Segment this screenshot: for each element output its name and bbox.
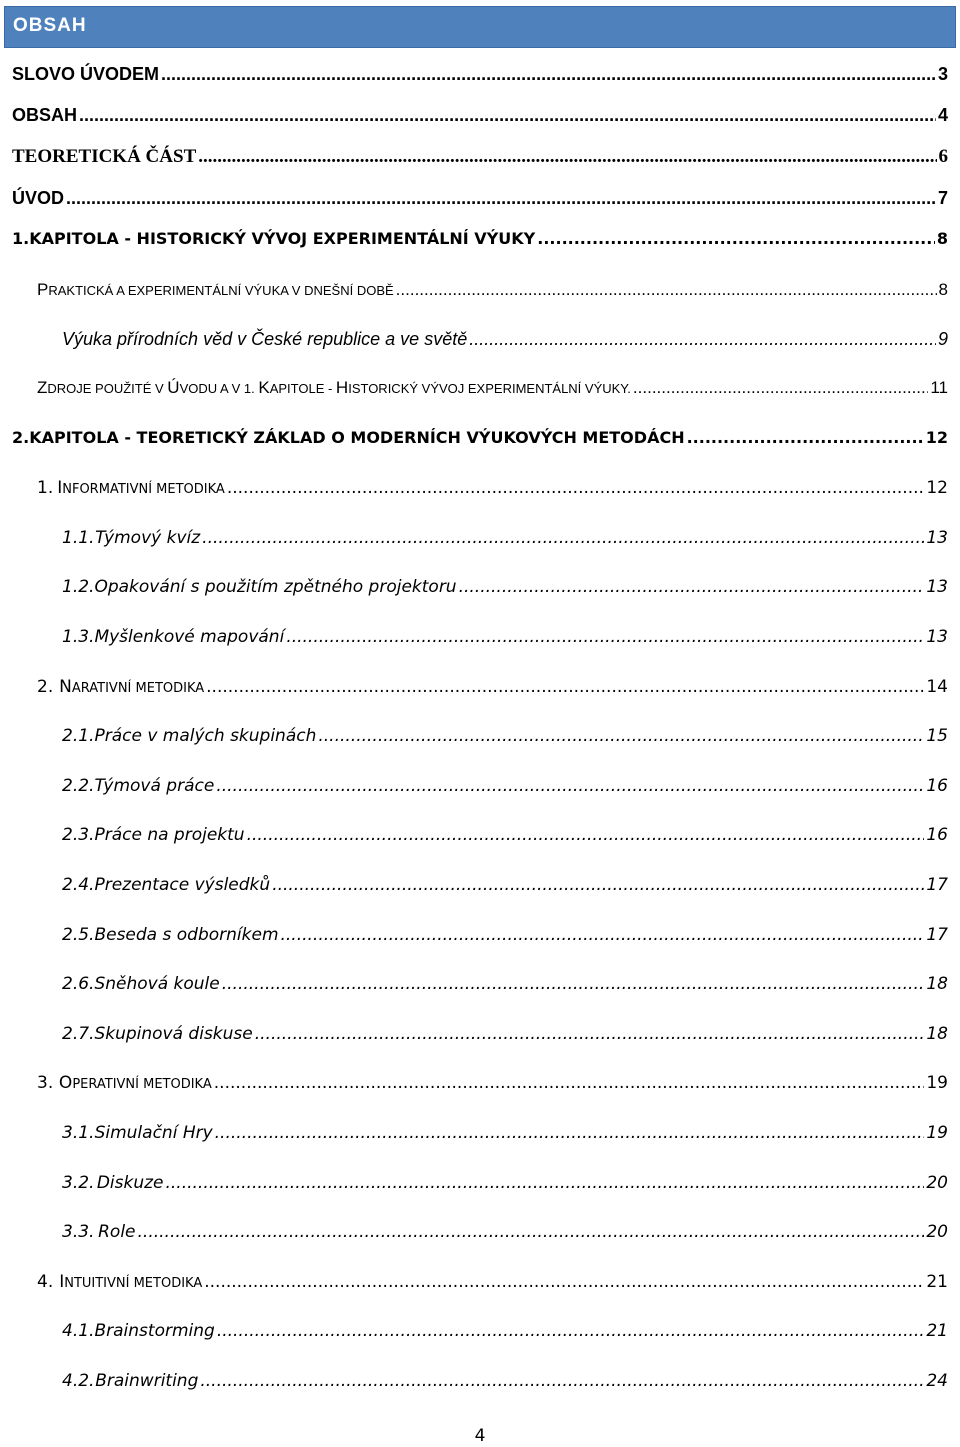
toc-entry-4-1[interactable] [62, 1321, 948, 1349]
toc-entry-page: 20 [926, 1173, 948, 1193]
toc-entry-page: 9 [937, 329, 948, 349]
toc-entry-kapitola-1[interactable] [12, 229, 948, 257]
dot-leader [222, 974, 925, 991]
toc-entry-3-1[interactable] [62, 1123, 948, 1151]
toc-entry-number: 2. [37, 677, 54, 697]
toc-entry-3-3[interactable] [62, 1222, 948, 1250]
toc-heading: OBSAH [13, 15, 87, 36]
toc-entry-title: Beseda s odborníkem [94, 925, 279, 945]
toc-entry-2-3[interactable] [62, 825, 948, 853]
toc-entry-2-6[interactable] [62, 974, 948, 1002]
dot-leader [687, 428, 924, 444]
dot-leader [66, 188, 936, 206]
toc-entry-1-3[interactable] [62, 627, 948, 655]
dot-leader [215, 1123, 925, 1140]
toc-entry-page: 3 [937, 64, 948, 84]
page-number: 4 [474, 1426, 486, 1446]
dot-leader [633, 378, 928, 395]
dot-leader [537, 229, 935, 245]
dot-leader [217, 1321, 925, 1338]
toc-entry-number: 3.3. [62, 1222, 95, 1242]
toc-entry-title: NARATIVNÍ METODIKA [59, 677, 205, 697]
toc-entry-title: Diskuze [96, 1173, 164, 1193]
toc-entry-number: 2.2. [62, 776, 95, 796]
toc-entry-narativni-metodika[interactable] [37, 677, 948, 705]
toc-entry-number: 1. [12, 229, 30, 248]
toc-entry-vyuka-prirodnich-ved[interactable] [62, 329, 948, 357]
toc-entry-page: 8 [936, 229, 948, 248]
toc-entry-title: TEORETICKÁ ČÁST [12, 146, 197, 167]
toc-entry-page: 13 [926, 528, 948, 548]
toc-entry-page: 13 [926, 627, 948, 647]
toc-entry-prakticka-vyuka[interactable] [37, 280, 948, 308]
toc-entry-number: 3.2. [62, 1173, 95, 1193]
dot-leader [469, 329, 936, 347]
dot-leader [396, 280, 937, 297]
toc-entry-kapitola-2[interactable] [12, 428, 948, 456]
toc-entry-2-4[interactable] [62, 875, 948, 903]
dot-leader [216, 776, 924, 793]
toc-entry-page: 6 [938, 146, 948, 167]
dot-leader [214, 1073, 925, 1090]
dot-leader [204, 1272, 924, 1289]
dot-leader [79, 105, 936, 123]
dot-leader [138, 1222, 925, 1239]
toc-entry-title: INFORMATIVNÍ METODIKA [57, 478, 225, 498]
toc-entry-title: Simulační Hry [94, 1123, 213, 1143]
dot-leader [227, 478, 925, 495]
toc-entry-title: OPERATIVNÍ METODIKA [58, 1073, 212, 1093]
toc-entry-1-1[interactable] [62, 528, 948, 556]
toc-entry-page: 21 [926, 1272, 948, 1292]
toc-entry-title: ÚVOD [12, 188, 65, 208]
toc-entry-page: 15 [926, 726, 948, 746]
toc-entry-number: 3.1. [62, 1123, 95, 1143]
dot-leader [272, 875, 924, 892]
toc-entry-title: Práce na projektu [94, 825, 245, 845]
toc-entry-obsah[interactable] [12, 105, 948, 133]
toc-entry-page: 19 [926, 1073, 948, 1093]
dot-leader [166, 1173, 925, 1190]
dot-leader [459, 577, 925, 594]
toc-entry-number: 2.4. [62, 875, 95, 895]
toc-entry-4-2[interactable] [62, 1371, 948, 1399]
toc-entry-number: 2.5. [62, 925, 95, 945]
toc-entry-number: 2.3. [62, 825, 95, 845]
toc-header-bar [4, 6, 956, 48]
dot-leader [281, 925, 925, 942]
toc-entry-page: 8 [938, 280, 948, 299]
toc-entry-number: 1.3. [62, 627, 95, 647]
toc-entry-intuitivni-metodika[interactable] [37, 1272, 948, 1300]
toc-entry-title: Sněhová koule [94, 974, 220, 994]
dot-leader [318, 726, 924, 743]
toc-entry-title: Prezentace výsledků [94, 875, 271, 895]
dot-leader [202, 528, 924, 545]
toc-entry-2-2[interactable] [62, 776, 948, 804]
toc-entry-number: 1.1. [62, 528, 95, 548]
toc-entry-title: Týmová práce [94, 776, 215, 796]
toc-entry-page: 18 [926, 974, 948, 994]
toc-entry-page: 7 [937, 188, 948, 208]
dot-leader [198, 146, 936, 165]
toc-entry-page: 21 [926, 1321, 948, 1341]
toc-entry-title: INTUITIVNÍ METODIKA [59, 1272, 203, 1292]
toc-entry-page: 12 [926, 478, 948, 498]
toc-entry-number: 2. [12, 428, 30, 447]
toc-entry-page: 18 [926, 1024, 948, 1044]
toc-entry-teoreticka-cast[interactable] [12, 146, 948, 174]
toc-entry-page: 16 [926, 776, 948, 796]
toc-entry-slovo-uvodem[interactable] [12, 64, 948, 92]
dot-leader [161, 64, 936, 82]
toc-entry-title: Myšlenkové mapování [94, 627, 285, 647]
toc-entry-page: 24 [926, 1371, 948, 1391]
toc-entry-title: KAPITOLA - TEORETICKÝ ZÁKLAD O MODERNÍCH VÝUKOVÝCH METODÁCH [29, 428, 685, 447]
toc-entry-title: Role [98, 1222, 136, 1242]
toc-entry-title: SLOVO ÚVODEM [12, 64, 160, 84]
toc-entry-number: 1.2. [62, 577, 95, 597]
toc-entry-number: 3. [37, 1073, 54, 1093]
toc-entry-number: 4. [37, 1272, 54, 1292]
toc-entry-title: Brainstorming [94, 1321, 215, 1341]
toc-entry-title: Brainwriting [95, 1371, 199, 1391]
toc-entry-page: 13 [926, 577, 948, 597]
toc-entry-number: 2.7. [62, 1024, 95, 1044]
toc-entry-number: 4.2. [62, 1371, 95, 1391]
toc-entry-title: Týmový kvíz [95, 528, 201, 548]
toc-entry-page: 17 [926, 875, 948, 895]
dot-leader [255, 1024, 925, 1041]
toc-entry-3-2[interactable] [62, 1173, 948, 1201]
toc-entry-page: 14 [926, 677, 948, 697]
toc-entry-page: 16 [926, 825, 948, 845]
toc-entry-title: Práce v malých skupinách [94, 726, 317, 746]
toc-entry-uvod[interactable] [12, 188, 948, 216]
toc-entry-title: Skupinová diskuse [94, 1024, 253, 1044]
toc-entry-1-2[interactable] [62, 577, 948, 605]
toc-entry-title: Výuka přírodních věd v České republice a ve světě [62, 329, 468, 349]
toc-entry-page: 12 [925, 428, 948, 447]
toc-entry-page: 20 [926, 1222, 948, 1242]
toc-entry-number: 2.1. [62, 726, 95, 746]
toc-entry-page: 11 [930, 378, 948, 397]
toc-entry-informativni-metodika[interactable] [37, 478, 948, 506]
toc-entry-title: Opakování s použitím zpětného projektoru [94, 577, 457, 597]
toc-entry-page: 17 [926, 925, 948, 945]
toc-entry-title: OBSAH [12, 105, 78, 125]
dot-leader [247, 825, 925, 842]
dot-leader [206, 677, 924, 694]
toc-entry-title: KAPITOLA - HISTORICKÝ VÝVOJ EXPERIMENTÁLNÍ VÝUKY [29, 229, 536, 248]
toc-entry-operativni-metodika[interactable] [37, 1073, 948, 1101]
dot-leader [286, 627, 924, 644]
dot-leader [200, 1371, 924, 1388]
toc-entry-2-7[interactable] [62, 1024, 948, 1052]
toc-entry-title: PRAKTICKÁ A EXPERIMENTÁLNÍ VÝUKA V DNEŠNÍ DOBĚ [37, 280, 394, 299]
toc-entry-title: ZDROJE POUŽITÉ V ÚVODU A V 1. KAPITOLE - HISTORICKÝ VÝVOJ EXPERIMENTÁLNÍ VÝUKY. [37, 378, 631, 397]
toc-entry-page: 19 [926, 1123, 948, 1143]
toc-entry-page: 4 [937, 105, 948, 125]
toc-entry-number: 4.1. [62, 1321, 95, 1341]
toc-entry-number: 1. [37, 478, 54, 498]
toc-entry-2-5[interactable] [62, 925, 948, 953]
toc-entry-zdroje[interactable] [37, 378, 948, 406]
toc-entry-2-1[interactable] [62, 726, 948, 754]
toc-entry-number: 2.6. [62, 974, 95, 994]
